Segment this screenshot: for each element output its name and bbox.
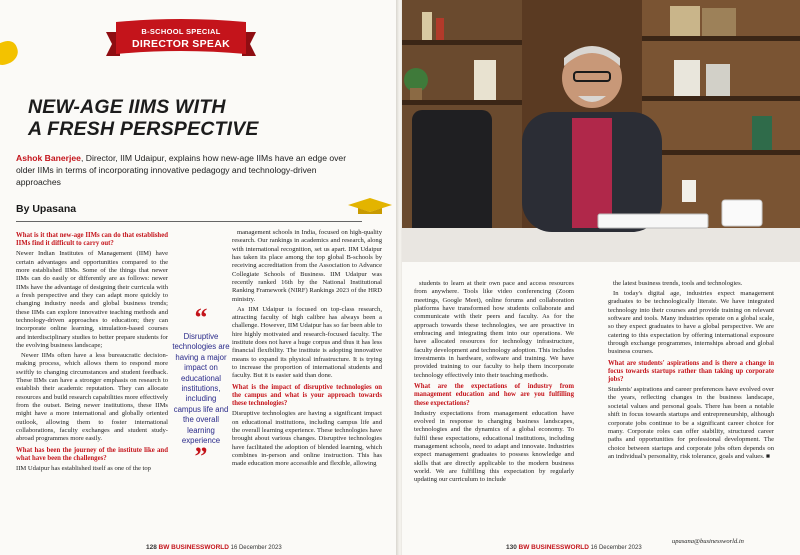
banner-kicker: B-SCHOOL SPECIAL (141, 27, 221, 36)
issue-date: 16 December 2023 (230, 545, 282, 551)
page-number: 128 (146, 544, 157, 551)
folio-left (146, 544, 282, 551)
body-paragraph: Industry expectations from management education have evolved in response to changing business landscapes, technologies and the dynamics of a global economy. To fulfil these expectations, educational institutions, including management schools, need to adapt and innovate. Industries expect management graduates to possess knowledge and skills that are directly applicable to the modern business world. We are fulfilling this expectation by regularly updating our curriculum to include (414, 409, 574, 484)
interview-question: What are the expectations of industry from management education and how are you fulfilling these expectations? (414, 383, 574, 407)
standfirst-text: , Director, IIM Udaipur, explains how new-age IIMs have an edge over older IIMs in terms of incorporating innovative pedagogy and technology-driven approaches (16, 153, 347, 187)
interview-question: What is the impact of disruptive technologies on the campus and what is your approach towards these technologies? (232, 383, 382, 408)
article-column-2 (232, 229, 382, 470)
body-paragraph: IIM Udaipur has established itself as one of the top (16, 464, 151, 472)
body-paragraph: In today's digital age, industries expect management graduates to be technologically literate. We have integrated technology into their courses and provide training on relevant software and tools. Many industries operate on a global scale, so they expect graduates to have a global perspective. We are catering to this expectation by offering international exposure through exchange programmes, internships abroad and global business courses. (608, 289, 774, 356)
interview-question: What is it that new-age IIMs can do that established IIMs find it difficult to carry out? (16, 232, 168, 248)
body-paragraph: management schools in India, focused on high-quality research. Our rankings in academics and research, along with international recognition, set us apart. IIM Udaipur has taken its place among the top global B-schools by receiving accreditation from the Association to Advance Collegiate Schools of Business. IIM Udaipur was recently ranked 16th by the National Institutional Ranking Framework (NIRF) Rankings 2023 of the HRD ministry. (232, 229, 382, 303)
graduation-cap-icon (348, 196, 392, 216)
decorative-yellow-shape (0, 38, 21, 68)
quote-open-icon: “ (194, 303, 208, 332)
interview-question: What are students' aspirations and is there a change in focus towards startups rather than taking up corporate jobs? (608, 359, 774, 384)
body-paragraph: students to learn at their own pace and access resources from anywhere. Tools like video conferencing (Zoom meetings, Google Meet), online forums and collaboration platforms have transformed how students collaborate and communicate with their peers and faculty. As for the approach towards these technologies, we are proactive in embracing and integrating them into our operations. We have allocated resources for technology infrastructure, faculty development and technology adoption. This includes investments in hardware, software and training. We have provided training to our faculty to help them incorporate technology effectively into their teaching methods. (414, 280, 574, 379)
interview-question: What has been the journey of the institute like and what have been the challenges? (16, 446, 168, 462)
body-paragraph: As IIM Udaipur is focused on top-class research, attracting faculty of high calibre has always been a challenge. However, IIM Udaipur has so far been able to hire highly motivated and research-focused faculty. The institute does not have a huge corpus and thus it has less financial flexibility. The institute is adopting innovative means to expand its physical infrastructure. It is trying to increase the proportion of international students and faculty. But it is easier said than done. (232, 305, 382, 380)
pull-quote-text: Disruptive technologies are having a major impact on educational institutions, including campus life and the overall learning experience (172, 332, 230, 446)
director-portrait-photo (402, 0, 800, 262)
byline: By Upasana (16, 203, 77, 215)
right-page (402, 0, 800, 555)
article-column-3 (414, 280, 574, 486)
article-column-1 (16, 229, 168, 475)
body-paragraph: Disruptive technologies are having a significant impact on educational institutions, including campus life and the overall learning experience. These technologies have brought about various changes. Disruptive technologies have facilitated the adoption of blended learning, which combines in-person and online instruction. This has made education more accessible and flexible, allowing (232, 410, 382, 468)
body-paragraph: Newer IIMs often have a less bureaucratic decision-making process, which allows them to respond more swiftly to changing circumstances and student feedback. These IIMs can have a stronger emphasis on research to establish their academic reputation. They can allocate resources and build research capabilities more effectively from the outset. Being newer institutions, these IIMs might have a more international and globally oriented outlook, allowing them to foster international collaborations, faculty exchanges and student study-abroad programmes more easily. (16, 351, 168, 443)
standfirst-name: Ashok Banerjee (16, 153, 81, 163)
author-email: upasana@businessworld.in (672, 538, 744, 545)
article-column-4 (608, 280, 774, 463)
section-banner (106, 18, 256, 62)
banner-title: DIRECTOR SPEAK (132, 38, 230, 50)
pull-quote (172, 303, 230, 472)
publication-name: BW BUSINESSWORLD (158, 544, 229, 551)
left-page (0, 0, 398, 555)
folio-right (506, 544, 642, 551)
headline-line-2: A FRESH PERSPECTIVE (28, 118, 259, 140)
divider (16, 221, 362, 222)
standfirst (16, 152, 356, 188)
body-paragraph: Students' aspirations and career preferences have evolved over the years, reflecting changes in the business landscape, societal values and personal goals. There has been a notable shift in focus towards startups and entrepreneurship, although corporate jobs continue to be a significant career choice for many. Corporate roles can offer stability, structured career paths and opportunities for professional development. The choice between startups and corporate jobs often depends on an individual's personality, risk tolerance, goals and values. ■ (608, 386, 774, 460)
article-headline (28, 96, 328, 140)
headline-line-1: NEW-AGE IIMS WITH (28, 96, 226, 118)
body-paragraph: Newer Indian Institutes of Management (IIM) have certain advantages and opportunities compared to the more established IIMs. Some of the things that newer IIMs can do easily or differently are as follows: newer IIMs have the advantage of designing their curricula with a fresh perspective and they can adapt more quickly to changing industry needs and global business trends; these IIMs can explore innovative teaching methods and technology-driven approaches to education; they can incorporate online learning, simulation-based courses and interdisciplinary studies to better prepare students for the evolving business landscape; (16, 250, 168, 349)
publication-name: BW BUSINESSWORLD (518, 544, 589, 551)
quote-close-icon: ” (194, 442, 208, 472)
page-number: 130 (506, 544, 517, 551)
issue-date: 16 December 2023 (590, 545, 642, 551)
body-paragraph: the latest business trends, tools and technologies. (613, 280, 743, 287)
